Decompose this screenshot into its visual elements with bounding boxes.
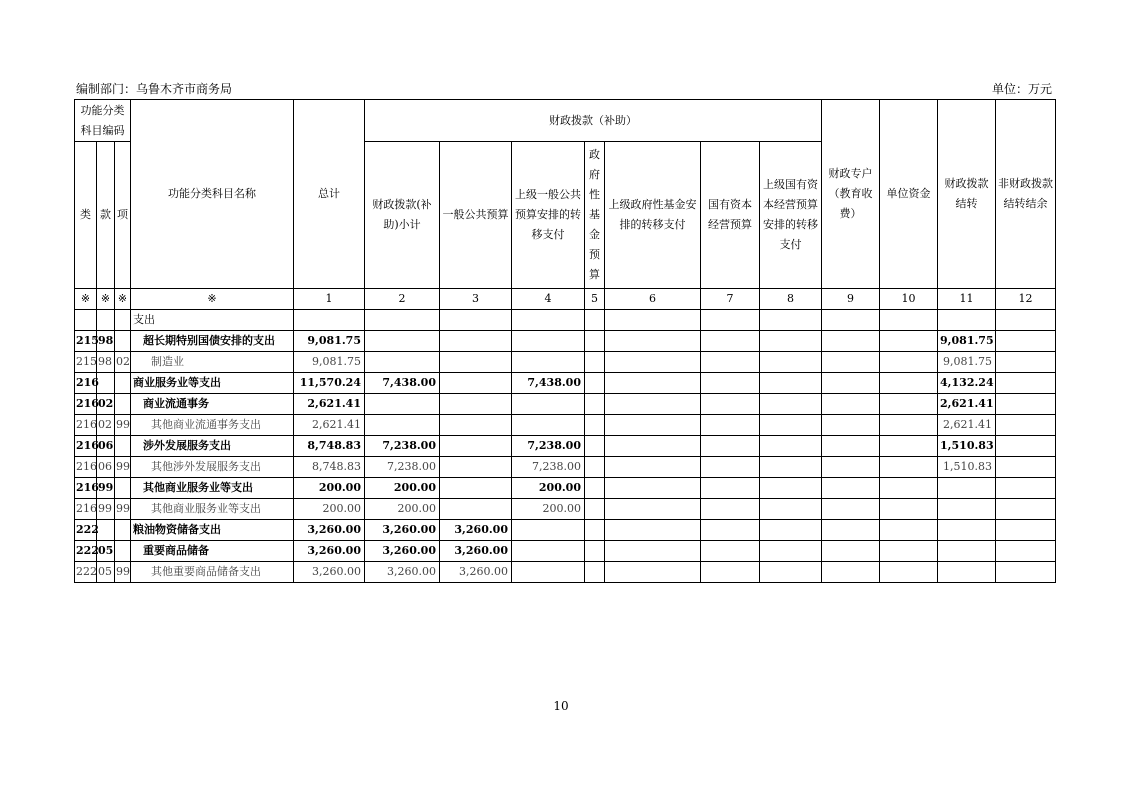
xiang-cell: 02 — [115, 352, 131, 373]
code-group-header: 功能分类科目编码 — [75, 100, 131, 142]
special-account-cell — [822, 541, 880, 562]
name-text: 商业服务业等支出 — [133, 376, 221, 389]
kuan-cell: 06 — [97, 436, 115, 457]
gov-fund-cell — [585, 331, 605, 352]
name-cell — [131, 457, 294, 478]
nonfiscal-cell — [996, 499, 1056, 520]
state-capital-cell — [701, 373, 760, 394]
state-capital-cell — [701, 520, 760, 541]
xiang-cell: 99 — [115, 415, 131, 436]
index-cell: 9 — [822, 289, 880, 310]
general-budget-cell: 3,260.00 — [440, 541, 512, 562]
unit-fund-cell — [880, 562, 938, 583]
special-account-cell — [822, 499, 880, 520]
special-account-cell — [822, 436, 880, 457]
upper-transfer-cell — [512, 310, 585, 331]
gov-fund-cell — [585, 415, 605, 436]
carryover-cell — [938, 562, 996, 583]
name-text: 重要商品储备 — [143, 544, 209, 557]
xiang-cell — [115, 373, 131, 394]
nonfiscal-cell — [996, 541, 1056, 562]
subtotal-cell — [365, 310, 440, 331]
name-header: 功能分类科目名称 — [131, 100, 294, 289]
kuan-cell: 99 — [97, 499, 115, 520]
nonfiscal-cell — [996, 394, 1056, 415]
lei-cell: 216 — [75, 415, 97, 436]
index-cell: 1 — [294, 289, 365, 310]
total-cell: 3,260.00 — [294, 520, 365, 541]
lei-cell: 215 — [75, 352, 97, 373]
upper-capital-cell — [760, 436, 822, 457]
index-cell: 11 — [938, 289, 996, 310]
kuan-cell — [97, 520, 115, 541]
table-row — [75, 331, 1056, 352]
xiang-cell — [115, 520, 131, 541]
carryover-cell: 2,621.41 — [938, 415, 996, 436]
state-capital-cell — [701, 331, 760, 352]
special-account-cell — [822, 457, 880, 478]
unit-fund-cell — [880, 310, 938, 331]
xiang-cell — [115, 478, 131, 499]
xiang-cell: 99 — [115, 562, 131, 583]
xiang-header: 项 — [115, 142, 131, 289]
upper-capital-cell — [760, 394, 822, 415]
lei-cell: 222 — [75, 562, 97, 583]
lei-cell: 216 — [75, 436, 97, 457]
kuan-cell: 05 — [97, 562, 115, 583]
upper-transfer-cell — [512, 562, 585, 583]
upper-fund-cell — [605, 415, 701, 436]
special-account-cell — [822, 520, 880, 541]
name-text: 支出 — [133, 313, 155, 326]
upper-transfer-cell: 7,238.00 — [512, 457, 585, 478]
upper-general-transfer-header: 上级一般公共预算安排的转移支付 — [512, 142, 585, 289]
upper-fund-cell — [605, 478, 701, 499]
unit-fund-cell — [880, 499, 938, 520]
kuan-cell: 99 — [97, 478, 115, 499]
table-row — [75, 436, 1056, 457]
lei-cell: 216 — [75, 394, 97, 415]
nonfiscal-cell — [996, 352, 1056, 373]
unit-fund-cell — [880, 541, 938, 562]
lei-header: 类 — [75, 142, 97, 289]
total-cell: 200.00 — [294, 478, 365, 499]
carryover-cell — [938, 499, 996, 520]
name-text: 其他商业服务业等支出 — [143, 481, 253, 494]
index-cell: 3 — [440, 289, 512, 310]
state-capital-cell — [701, 310, 760, 331]
table-row — [75, 541, 1056, 562]
upper-capital-cell — [760, 541, 822, 562]
nonfiscal-cell — [996, 520, 1056, 541]
upper-transfer-cell: 7,238.00 — [512, 436, 585, 457]
gov-fund-cell — [585, 352, 605, 373]
index-cell: 4 — [512, 289, 585, 310]
state-capital-cell — [701, 352, 760, 373]
carryover-cell: 4,132.24 — [938, 373, 996, 394]
state-capital-cell — [701, 562, 760, 583]
special-account-cell — [822, 415, 880, 436]
subtotal-cell — [365, 394, 440, 415]
name-text: 制造业 — [151, 355, 184, 368]
xiang-cell: 99 — [115, 457, 131, 478]
name-cell — [131, 436, 294, 457]
table-row — [75, 373, 1056, 394]
kuan-cell: 98 — [97, 352, 115, 373]
gov-fund-cell — [585, 310, 605, 331]
general-budget-cell — [440, 499, 512, 520]
table-row — [75, 352, 1056, 373]
upper-transfer-cell — [512, 352, 585, 373]
gov-fund-cell — [585, 373, 605, 394]
name-cell — [131, 373, 294, 394]
upper-transfer-cell — [512, 520, 585, 541]
name-cell — [131, 478, 294, 499]
upper-fund-cell — [605, 499, 701, 520]
gov-fund-cell — [585, 562, 605, 583]
name-cell — [131, 352, 294, 373]
kuan-cell — [97, 310, 115, 331]
name-text: 粮油物资储备支出 — [133, 523, 221, 536]
name-cell — [131, 562, 294, 583]
nonfiscal-cell — [996, 478, 1056, 499]
special-account-cell — [822, 331, 880, 352]
carryover-header: 财政拨款结转 — [938, 100, 996, 289]
index-cell: ※ — [115, 289, 131, 310]
subtotal-cell: 200.00 — [365, 499, 440, 520]
nonfiscal-cell — [996, 415, 1056, 436]
carryover-cell — [938, 541, 996, 562]
table-row — [75, 457, 1056, 478]
nonfiscal-cell — [996, 310, 1056, 331]
subtotal-cell — [365, 415, 440, 436]
name-cell — [131, 541, 294, 562]
index-cell: ※ — [75, 289, 97, 310]
name-text: 涉外发展服务支出 — [143, 439, 231, 452]
name-cell — [131, 331, 294, 352]
state-capital-header: 国有资本经营预算 — [701, 142, 760, 289]
upper-transfer-cell: 200.00 — [512, 478, 585, 499]
fiscal-subtotal-header: 财政拨款(补助)小计 — [365, 142, 440, 289]
state-capital-cell — [701, 436, 760, 457]
special-account-cell — [822, 373, 880, 394]
state-capital-cell — [701, 457, 760, 478]
upper-fund-cell — [605, 394, 701, 415]
general-budget-cell — [440, 373, 512, 394]
unit-fund-cell — [880, 394, 938, 415]
general-budget-cell — [440, 457, 512, 478]
upper-capital-cell — [760, 373, 822, 394]
index-cell: 5 — [585, 289, 605, 310]
general-budget-cell: 3,260.00 — [440, 562, 512, 583]
name-text: 超长期特别国债安排的支出 — [143, 334, 275, 347]
gov-fund-cell — [585, 499, 605, 520]
special-account-cell — [822, 562, 880, 583]
general-budget-cell — [440, 415, 512, 436]
state-capital-cell — [701, 478, 760, 499]
gov-fund-header: 政府性基金预算 — [585, 142, 605, 289]
upper-transfer-cell — [512, 541, 585, 562]
xiang-cell — [115, 541, 131, 562]
index-cell: 2 — [365, 289, 440, 310]
state-capital-cell — [701, 499, 760, 520]
carryover-cell: 1,510.83 — [938, 436, 996, 457]
upper-capital-cell — [760, 415, 822, 436]
table-row — [75, 478, 1056, 499]
nonfiscal-cell — [996, 562, 1056, 583]
nonfiscal-cell — [996, 436, 1056, 457]
table-body — [75, 310, 1056, 583]
unit-fund-header: 单位资金 — [880, 100, 938, 289]
special-account-cell — [822, 394, 880, 415]
gov-fund-cell — [585, 436, 605, 457]
department-label: 编制部门：乌鲁木齐市商务局 — [76, 82, 233, 96]
general-budget-cell — [440, 436, 512, 457]
carryover-cell: 1,510.83 — [938, 457, 996, 478]
carryover-cell: 9,081.75 — [938, 352, 996, 373]
state-capital-cell — [701, 415, 760, 436]
special-account-cell — [822, 478, 880, 499]
table-row — [75, 499, 1056, 520]
total-cell: 3,260.00 — [294, 541, 365, 562]
lei-cell: 216 — [75, 373, 97, 394]
kuan-header: 款 — [97, 142, 115, 289]
subtotal-cell: 3,260.00 — [365, 541, 440, 562]
carryover-cell — [938, 478, 996, 499]
fiscal-group-header: 财政拨款（补助） — [365, 100, 822, 142]
index-cell: 12 — [996, 289, 1056, 310]
general-budget-cell — [440, 310, 512, 331]
upper-fund-cell — [605, 436, 701, 457]
gov-fund-cell — [585, 394, 605, 415]
total-cell — [294, 310, 365, 331]
lei-cell: 216 — [75, 478, 97, 499]
upper-transfer-cell: 7,438.00 — [512, 373, 585, 394]
unit-fund-cell — [880, 520, 938, 541]
upper-capital-cell — [760, 457, 822, 478]
unit-fund-cell — [880, 373, 938, 394]
name-text: 其他重要商品储备支出 — [151, 565, 261, 578]
upper-fund-cell — [605, 562, 701, 583]
lei-cell — [75, 310, 97, 331]
index-cell: 7 — [701, 289, 760, 310]
special-account-header: 财政专户（教育收费） — [822, 100, 880, 289]
lei-cell: 216 — [75, 499, 97, 520]
upper-transfer-cell: 200.00 — [512, 499, 585, 520]
name-cell — [131, 520, 294, 541]
table-row — [75, 562, 1056, 583]
budget-table — [74, 99, 1056, 583]
state-capital-cell — [701, 394, 760, 415]
kuan-cell: 98 — [97, 331, 115, 352]
upper-capital-cell — [760, 562, 822, 583]
total-cell: 11,570.24 — [294, 373, 365, 394]
general-budget-header: 一般公共预算 — [440, 142, 512, 289]
xiang-cell — [115, 394, 131, 415]
unit-fund-cell — [880, 331, 938, 352]
upper-capital-cell — [760, 331, 822, 352]
upper-fund-cell — [605, 310, 701, 331]
upper-transfer-cell — [512, 415, 585, 436]
total-header: 总计 — [294, 100, 365, 289]
name-cell — [131, 499, 294, 520]
index-cell: ※ — [131, 289, 294, 310]
gov-fund-cell — [585, 520, 605, 541]
unit-fund-cell — [880, 352, 938, 373]
unit-label: 单位：万元 — [991, 82, 1052, 96]
xiang-cell — [115, 436, 131, 457]
kuan-cell: 02 — [97, 415, 115, 436]
state-capital-cell — [701, 541, 760, 562]
lei-cell: 222 — [75, 541, 97, 562]
nonfiscal-cell — [996, 373, 1056, 394]
table-row — [75, 415, 1056, 436]
index-cell: 8 — [760, 289, 822, 310]
upper-capital-cell — [760, 520, 822, 541]
nonfiscal-cell — [996, 331, 1056, 352]
index-cell: 6 — [605, 289, 701, 310]
name-text: 其他涉外发展服务支出 — [151, 460, 261, 473]
kuan-cell: 02 — [97, 394, 115, 415]
nonfiscal-cell — [996, 457, 1056, 478]
gov-fund-cell — [585, 457, 605, 478]
lei-cell: 215 — [75, 331, 97, 352]
upper-fund-transfer-header: 上级政府性基金安排的转移支付 — [605, 142, 701, 289]
unit-fund-cell — [880, 457, 938, 478]
special-account-cell — [822, 352, 880, 373]
general-budget-cell: 3,260.00 — [440, 520, 512, 541]
page-number: 10 — [553, 699, 569, 713]
upper-fund-cell — [605, 331, 701, 352]
nonfiscal-header: 非财政拨款结转结余 — [996, 100, 1056, 289]
carryover-cell — [938, 310, 996, 331]
carryover-cell — [938, 520, 996, 541]
subtotal-cell: 7,238.00 — [365, 436, 440, 457]
upper-capital-cell — [760, 310, 822, 331]
special-account-cell — [822, 310, 880, 331]
carryover-cell: 9,081.75 — [938, 331, 996, 352]
subtotal-cell — [365, 352, 440, 373]
table-row — [75, 520, 1056, 541]
kuan-cell: 05 — [97, 541, 115, 562]
upper-capital-transfer-header: 上级国有资本经营预算安排的转移支付 — [760, 142, 822, 289]
gov-fund-cell — [585, 541, 605, 562]
total-cell: 200.00 — [294, 499, 365, 520]
name-cell — [131, 415, 294, 436]
gov-fund-cell — [585, 478, 605, 499]
total-cell: 8,748.83 — [294, 457, 365, 478]
total-cell: 9,081.75 — [294, 331, 365, 352]
subtotal-cell — [365, 331, 440, 352]
unit-fund-cell — [880, 478, 938, 499]
name-cell — [131, 310, 294, 331]
upper-transfer-cell — [512, 331, 585, 352]
unit-fund-cell — [880, 415, 938, 436]
index-cell: 10 — [880, 289, 938, 310]
name-text: 商业流通事务 — [143, 397, 209, 410]
general-budget-cell — [440, 478, 512, 499]
name-cell — [131, 394, 294, 415]
upper-fund-cell — [605, 457, 701, 478]
kuan-cell — [97, 373, 115, 394]
upper-capital-cell — [760, 499, 822, 520]
carryover-cell: 2,621.41 — [938, 394, 996, 415]
general-budget-cell — [440, 394, 512, 415]
subtotal-cell: 7,438.00 — [365, 373, 440, 394]
lei-cell: 222 — [75, 520, 97, 541]
total-cell: 9,081.75 — [294, 352, 365, 373]
total-cell: 2,621.41 — [294, 415, 365, 436]
subtotal-cell: 3,260.00 — [365, 520, 440, 541]
lei-cell: 216 — [75, 457, 97, 478]
total-cell: 8,748.83 — [294, 436, 365, 457]
upper-capital-cell — [760, 478, 822, 499]
subtotal-cell: 3,260.00 — [365, 562, 440, 583]
unit-fund-cell — [880, 436, 938, 457]
index-cell: ※ — [97, 289, 115, 310]
upper-fund-cell — [605, 352, 701, 373]
xiang-cell — [115, 310, 131, 331]
total-cell: 3,260.00 — [294, 562, 365, 583]
upper-capital-cell — [760, 352, 822, 373]
total-cell: 2,621.41 — [294, 394, 365, 415]
name-text: 其他商业服务业等支出 — [151, 502, 261, 515]
upper-fund-cell — [605, 520, 701, 541]
table-row — [75, 394, 1056, 415]
xiang-cell: 99 — [115, 499, 131, 520]
upper-transfer-cell — [512, 394, 585, 415]
table-row — [75, 310, 1056, 331]
upper-fund-cell — [605, 373, 701, 394]
subtotal-cell: 200.00 — [365, 478, 440, 499]
general-budget-cell — [440, 331, 512, 352]
general-budget-cell — [440, 352, 512, 373]
subtotal-cell: 7,238.00 — [365, 457, 440, 478]
name-text: 其他商业流通事务支出 — [151, 418, 261, 431]
xiang-cell — [115, 331, 131, 352]
upper-fund-cell — [605, 541, 701, 562]
kuan-cell: 06 — [97, 457, 115, 478]
